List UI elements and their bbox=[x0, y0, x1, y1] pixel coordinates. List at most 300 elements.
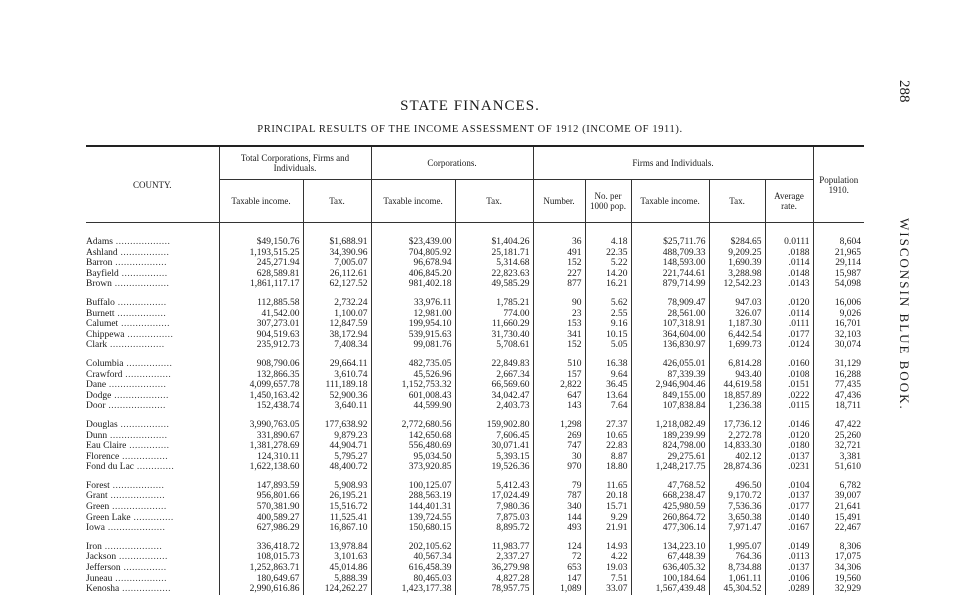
cell-county bbox=[86, 380, 219, 391]
cell-number: 1,089 bbox=[533, 584, 585, 595]
cell-per-1000: 5.05 bbox=[585, 340, 631, 351]
leader-dots: ................ bbox=[122, 369, 172, 380]
spacer-cell bbox=[631, 473, 709, 481]
cell-total-taxable-income: 152,438.74 bbox=[219, 401, 303, 412]
cell-total-tax: 7,005.07 bbox=[303, 258, 371, 269]
cell-number: 90 bbox=[533, 298, 585, 309]
cell-county bbox=[86, 340, 219, 351]
cell-total-tax: 13,978.84 bbox=[303, 542, 371, 553]
cell-per-1000: 14.20 bbox=[585, 269, 631, 280]
spacer-cell bbox=[371, 351, 455, 359]
cell-population: 30,074 bbox=[813, 340, 864, 351]
spacer-cell bbox=[765, 473, 813, 481]
cell-corp-tax: 11,660.29 bbox=[455, 319, 533, 330]
county-name: Jackson bbox=[86, 552, 117, 563]
cell-corp-taxable-income: 95,034.50 bbox=[371, 452, 455, 463]
group-gap-row bbox=[86, 534, 864, 542]
cell-county bbox=[86, 552, 219, 563]
cell-total-taxable-income: 147,893.59 bbox=[219, 481, 303, 492]
cell-firms-tax: 12,542.23 bbox=[709, 279, 765, 290]
spacer-cell bbox=[533, 351, 585, 359]
spacer-cell bbox=[631, 534, 709, 542]
cell-total-taxable-income: 180,649.67 bbox=[219, 574, 303, 585]
spacer-cell bbox=[219, 534, 303, 542]
cell-total-taxable-income: 1,252,863.71 bbox=[219, 563, 303, 574]
cell-per-1000: 22.83 bbox=[585, 441, 631, 452]
cell-firms-tax: 17,736.12 bbox=[709, 420, 765, 431]
cell-average-rate: .0108 bbox=[765, 370, 813, 381]
cell-total-taxable-income: 904,519.63 bbox=[219, 330, 303, 341]
table-row bbox=[86, 452, 864, 463]
spacer-cell bbox=[303, 412, 371, 420]
cell-firms-taxable-income: 636,405.32 bbox=[631, 563, 709, 574]
spacer-cell bbox=[455, 223, 533, 238]
cell-corp-taxable-income: 482,735.05 bbox=[371, 359, 455, 370]
spacer-cell bbox=[709, 351, 765, 359]
cell-corp-taxable-income: 144,401.31 bbox=[371, 502, 455, 513]
cell-firms-taxable-income: 477,306.14 bbox=[631, 523, 709, 534]
leader-dots: ................. bbox=[117, 247, 170, 258]
cell-firms-tax: 6,442.54 bbox=[709, 330, 765, 341]
cell-average-rate: .0177 bbox=[765, 330, 813, 341]
cell-per-1000: 10.65 bbox=[585, 431, 631, 442]
spacer-cell bbox=[585, 473, 631, 481]
leader-dots: .................... bbox=[101, 541, 163, 552]
county-name: Douglas bbox=[86, 419, 118, 430]
cell-total-taxable-income: 307,273.01 bbox=[219, 319, 303, 330]
spacer-cell bbox=[585, 351, 631, 359]
cell-corp-taxable-income: 556,480.69 bbox=[371, 441, 455, 452]
spacer-cell bbox=[533, 223, 585, 238]
county-name: Dunn bbox=[86, 430, 108, 441]
leader-dots: .............. bbox=[130, 512, 174, 523]
cell-population: 6,782 bbox=[813, 481, 864, 492]
county-name: Barron bbox=[86, 258, 113, 269]
cell-firms-tax: $284.65 bbox=[709, 237, 765, 248]
table-row bbox=[86, 523, 864, 534]
cell-firms-taxable-income: 29,275.61 bbox=[631, 452, 709, 463]
cell-corp-taxable-income: 150,680.15 bbox=[371, 523, 455, 534]
table-row bbox=[86, 563, 864, 574]
cell-county bbox=[86, 309, 219, 320]
cell-county bbox=[86, 481, 219, 492]
leader-dots: .................... bbox=[105, 401, 166, 412]
cell-number: 510 bbox=[533, 359, 585, 370]
cell-total-tax: 44,904.71 bbox=[303, 441, 371, 452]
spacer-cell bbox=[813, 473, 864, 481]
cell-number: 227 bbox=[533, 269, 585, 280]
group-gap-row bbox=[86, 351, 864, 359]
cell-corp-tax: 5,393.15 bbox=[455, 452, 533, 463]
table-row bbox=[86, 441, 864, 452]
cell-firms-tax: 326.07 bbox=[709, 309, 765, 320]
leader-dots: .............. bbox=[126, 441, 170, 452]
cell-per-1000: 4.22 bbox=[585, 552, 631, 563]
county-name: Iowa bbox=[86, 523, 105, 534]
cell-average-rate: .0137 bbox=[765, 563, 813, 574]
cell-corp-tax: 2,337.27 bbox=[455, 552, 533, 563]
cell-county bbox=[86, 502, 219, 513]
leader-dots: ................ bbox=[119, 451, 169, 462]
leader-dots: ................... bbox=[111, 390, 169, 401]
spacer-cell bbox=[219, 473, 303, 481]
cell-average-rate: .0177 bbox=[765, 502, 813, 513]
table-subtitle: PRINCIPAL RESULTS OF THE INCOME ASSESSMENT OF 1912 (INCOME OF 1911). bbox=[257, 124, 683, 135]
spacer-cell bbox=[371, 223, 455, 238]
cell-total-taxable-income: 2,990,616.86 bbox=[219, 584, 303, 595]
spacer-cell bbox=[631, 412, 709, 420]
cell-average-rate: .0188 bbox=[765, 248, 813, 259]
cell-corp-tax: 25,181.71 bbox=[455, 248, 533, 259]
cell-number: 341 bbox=[533, 330, 585, 341]
cell-county bbox=[86, 298, 219, 309]
cell-per-1000: 27.37 bbox=[585, 420, 631, 431]
cell-average-rate: .0114 bbox=[765, 309, 813, 320]
cell-firms-taxable-income: 488,709.33 bbox=[631, 248, 709, 259]
table-row bbox=[86, 258, 864, 269]
cell-corp-tax: 30,071.41 bbox=[455, 441, 533, 452]
spacer-cell bbox=[219, 290, 303, 298]
spacer-cell bbox=[303, 351, 371, 359]
cell-number: 72 bbox=[533, 552, 585, 563]
spacer-cell bbox=[813, 223, 864, 238]
cell-total-tax: 9,879.23 bbox=[303, 431, 371, 442]
cell-population: 15,987 bbox=[813, 269, 864, 280]
cell-firms-tax: 9,170.72 bbox=[709, 491, 765, 502]
header-corp-tax: Tax. bbox=[455, 180, 533, 223]
county-name: Forest bbox=[86, 480, 110, 491]
cell-firms-taxable-income: 221,744.61 bbox=[631, 269, 709, 280]
cell-population: 16,006 bbox=[813, 298, 864, 309]
cell-total-tax: $1,688.91 bbox=[303, 237, 371, 248]
cell-average-rate: .0137 bbox=[765, 491, 813, 502]
cell-firms-tax: 3,650.38 bbox=[709, 513, 765, 524]
cell-total-tax: 38,172.94 bbox=[303, 330, 371, 341]
header-total-taxable-income: Taxable income. bbox=[219, 180, 303, 223]
cell-corp-taxable-income: 539,915.63 bbox=[371, 330, 455, 341]
cell-corp-tax: 5,412.43 bbox=[455, 481, 533, 492]
spacer-cell bbox=[533, 534, 585, 542]
cell-corp-tax: 31,730.40 bbox=[455, 330, 533, 341]
header-total-tax: Tax. bbox=[303, 180, 371, 223]
cell-firms-tax: 8,734.88 bbox=[709, 563, 765, 574]
cell-population: 9,026 bbox=[813, 309, 864, 320]
county-name: Ashland bbox=[86, 247, 118, 258]
cell-per-1000: 19.03 bbox=[585, 563, 631, 574]
cell-average-rate: .0106 bbox=[765, 574, 813, 585]
table-row bbox=[86, 248, 864, 259]
spacer-cell bbox=[585, 412, 631, 420]
leader-dots: ................... bbox=[111, 279, 170, 290]
county-name: Clark bbox=[86, 340, 108, 351]
table-row bbox=[86, 462, 864, 473]
county-name: Door bbox=[86, 401, 106, 412]
cell-total-tax: 26,195.21 bbox=[303, 491, 371, 502]
cell-firms-tax: 496.50 bbox=[709, 481, 765, 492]
spacer-cell bbox=[371, 290, 455, 298]
cell-corp-tax: 49,585.29 bbox=[455, 279, 533, 290]
cell-number: 23 bbox=[533, 309, 585, 320]
cell-population: 15,491 bbox=[813, 513, 864, 524]
leader-dots: ................. bbox=[119, 584, 171, 595]
cell-total-taxable-income: 3,990,763.05 bbox=[219, 420, 303, 431]
cell-firms-taxable-income: 134,223.10 bbox=[631, 542, 709, 553]
county-name: Kenosha bbox=[86, 584, 120, 595]
cell-firms-tax: 45,304.52 bbox=[709, 584, 765, 595]
cell-number: 79 bbox=[533, 481, 585, 492]
cell-corp-taxable-income: 44,599.90 bbox=[371, 401, 455, 412]
cell-total-tax: 7,408.34 bbox=[303, 340, 371, 351]
cell-corp-tax: 11,983.77 bbox=[455, 542, 533, 553]
cell-corp-tax: $1,404.26 bbox=[455, 237, 533, 248]
cell-corp-tax: 19,526.36 bbox=[455, 462, 533, 473]
county-name: Bayfield bbox=[86, 268, 119, 279]
cell-county bbox=[86, 319, 219, 330]
cell-firms-taxable-income: 28,561.00 bbox=[631, 309, 709, 320]
cell-firms-taxable-income: 189,239.99 bbox=[631, 431, 709, 442]
spacer-cell bbox=[86, 534, 219, 542]
cell-firms-taxable-income: 668,238.47 bbox=[631, 491, 709, 502]
county-name: Juneau bbox=[86, 573, 113, 584]
county-name: Crawford bbox=[86, 369, 123, 380]
cell-average-rate: .0151 bbox=[765, 380, 813, 391]
leader-dots: ................... bbox=[109, 502, 167, 513]
cell-firms-taxable-income: 824,798.00 bbox=[631, 441, 709, 452]
cell-number: 491 bbox=[533, 248, 585, 259]
spacer-cell bbox=[709, 223, 765, 238]
county-name: Buffalo bbox=[86, 297, 115, 308]
cell-corp-taxable-income: 99,081.76 bbox=[371, 340, 455, 351]
cell-number: 269 bbox=[533, 431, 585, 442]
header-per-1000: No. per 1000 pop. bbox=[585, 180, 631, 223]
spacer-cell bbox=[813, 290, 864, 298]
spacer-cell bbox=[86, 412, 219, 420]
cell-firms-tax: 1,995.07 bbox=[709, 542, 765, 553]
cell-total-tax: 3,101.63 bbox=[303, 552, 371, 563]
county-name: Florence bbox=[86, 451, 120, 462]
running-title: WISCONSIN BLUE BOOK. bbox=[897, 218, 912, 411]
cell-corp-taxable-income: 100,125.07 bbox=[371, 481, 455, 492]
cell-county bbox=[86, 574, 219, 585]
cell-firms-taxable-income: 78,909.47 bbox=[631, 298, 709, 309]
cell-number: 2,822 bbox=[533, 380, 585, 391]
table-body bbox=[86, 223, 864, 595]
cell-population: 34,306 bbox=[813, 563, 864, 574]
cell-firms-tax: 1,236.38 bbox=[709, 401, 765, 412]
spacer-cell bbox=[765, 223, 813, 238]
cell-county bbox=[86, 391, 219, 402]
cell-per-1000: 18.80 bbox=[585, 462, 631, 473]
cell-average-rate: .0167 bbox=[765, 523, 813, 534]
cell-county bbox=[86, 420, 219, 431]
cell-total-tax: 5,888.39 bbox=[303, 574, 371, 585]
cell-corp-taxable-income: 45,526.96 bbox=[371, 370, 455, 381]
cell-population: 54,098 bbox=[813, 279, 864, 290]
cell-corp-tax: 1,785.21 bbox=[455, 298, 533, 309]
cell-firms-tax: 7,536.36 bbox=[709, 502, 765, 513]
cell-population: 51,610 bbox=[813, 462, 864, 473]
table-row bbox=[86, 380, 864, 391]
cell-corp-taxable-income: 202,105.62 bbox=[371, 542, 455, 553]
cell-county bbox=[86, 431, 219, 442]
cell-county bbox=[86, 523, 219, 534]
cell-population: 32,103 bbox=[813, 330, 864, 341]
cell-per-1000: 4.18 bbox=[585, 237, 631, 248]
leader-dots: ................ bbox=[123, 358, 173, 369]
table-row bbox=[86, 359, 864, 370]
cell-county bbox=[86, 269, 219, 280]
cell-per-1000: 9.29 bbox=[585, 513, 631, 524]
cell-firms-tax: 1,690.39 bbox=[709, 258, 765, 269]
cell-number: 152 bbox=[533, 258, 585, 269]
cell-total-taxable-income: 331,890.67 bbox=[219, 431, 303, 442]
cell-total-tax: 11,525.41 bbox=[303, 513, 371, 524]
cell-corp-tax: 36,279.98 bbox=[455, 563, 533, 574]
spacer-cell bbox=[219, 351, 303, 359]
cell-county bbox=[86, 491, 219, 502]
cell-total-taxable-income: $49,150.76 bbox=[219, 237, 303, 248]
table-row bbox=[86, 298, 864, 309]
table-row bbox=[86, 309, 864, 320]
table-row bbox=[86, 491, 864, 502]
cell-corp-taxable-income: 80,465.03 bbox=[371, 574, 455, 585]
cell-firms-tax: 1,699.73 bbox=[709, 340, 765, 351]
header-corp-taxable-income: Taxable income. bbox=[371, 180, 455, 223]
cell-number: 157 bbox=[533, 370, 585, 381]
cell-corp-taxable-income: 616,458.39 bbox=[371, 563, 455, 574]
cell-total-taxable-income: 956,801.66 bbox=[219, 491, 303, 502]
cell-average-rate: .0148 bbox=[765, 269, 813, 280]
spacer-cell bbox=[219, 412, 303, 420]
cell-firms-taxable-income: 107,838.84 bbox=[631, 401, 709, 412]
cell-number: 143 bbox=[533, 401, 585, 412]
county-name: Dane bbox=[86, 380, 107, 391]
cell-total-taxable-income: 1,622,138.60 bbox=[219, 462, 303, 473]
cell-average-rate: .0124 bbox=[765, 340, 813, 351]
cell-firms-taxable-income: 260,864.72 bbox=[631, 513, 709, 524]
cell-firms-taxable-income: 425,980.59 bbox=[631, 502, 709, 513]
cell-county bbox=[86, 258, 219, 269]
spacer-cell bbox=[585, 534, 631, 542]
cell-number: 647 bbox=[533, 391, 585, 402]
cell-per-1000: 7.64 bbox=[585, 401, 631, 412]
county-name: Calumet bbox=[86, 319, 119, 330]
table-row bbox=[86, 340, 864, 351]
cell-total-taxable-income: 908,790.06 bbox=[219, 359, 303, 370]
group-gap-row bbox=[86, 473, 864, 481]
cell-firms-tax: 3,288.98 bbox=[709, 269, 765, 280]
cell-average-rate: .0289 bbox=[765, 584, 813, 595]
cell-number: 124 bbox=[533, 542, 585, 553]
cell-corp-taxable-income: 1,423,177.38 bbox=[371, 584, 455, 595]
cell-firms-tax: 28,874.36 bbox=[709, 462, 765, 473]
cell-population: 3,381 bbox=[813, 452, 864, 463]
county-name: Adams bbox=[86, 237, 113, 247]
table-row bbox=[86, 269, 864, 280]
cell-corp-taxable-income: 142,650.68 bbox=[371, 431, 455, 442]
cell-county bbox=[86, 330, 219, 341]
cell-average-rate: .0143 bbox=[765, 279, 813, 290]
spacer-cell bbox=[455, 290, 533, 298]
cell-average-rate: .0113 bbox=[765, 552, 813, 563]
cell-corp-tax: 7,606.45 bbox=[455, 431, 533, 442]
cell-per-1000: 9.16 bbox=[585, 319, 631, 330]
leader-dots: ................ bbox=[124, 329, 174, 340]
spacer-cell bbox=[371, 473, 455, 481]
cell-number: 787 bbox=[533, 491, 585, 502]
cell-total-tax: 29,664.11 bbox=[303, 359, 371, 370]
leader-dots: ................. bbox=[116, 552, 168, 563]
county-name: Green bbox=[86, 502, 110, 513]
cell-county bbox=[86, 563, 219, 574]
table-row bbox=[86, 584, 864, 595]
county-name: Columbia bbox=[86, 358, 124, 369]
cell-per-1000: 16.21 bbox=[585, 279, 631, 290]
spacer-cell bbox=[455, 351, 533, 359]
leader-dots: ................. bbox=[117, 419, 170, 430]
cell-firms-tax: 9,209.25 bbox=[709, 248, 765, 259]
cell-per-1000: 8.87 bbox=[585, 452, 631, 463]
cell-total-tax: 3,610.74 bbox=[303, 370, 371, 381]
cell-county bbox=[86, 359, 219, 370]
cell-per-1000: 36.45 bbox=[585, 380, 631, 391]
cell-firms-tax: 2,272.78 bbox=[709, 431, 765, 442]
spacer-cell bbox=[765, 351, 813, 359]
cell-corp-tax: 22,823.63 bbox=[455, 269, 533, 280]
cell-corp-tax: 4,827.28 bbox=[455, 574, 533, 585]
cell-county bbox=[86, 401, 219, 412]
cell-population: 47,436 bbox=[813, 391, 864, 402]
cell-total-tax: 52,900.36 bbox=[303, 391, 371, 402]
cell-average-rate: .0146 bbox=[765, 420, 813, 431]
cell-total-tax: 5,908.93 bbox=[303, 481, 371, 492]
leader-dots: ................... bbox=[107, 491, 166, 502]
group-gap-row bbox=[86, 412, 864, 420]
cell-total-tax: 12,847.59 bbox=[303, 319, 371, 330]
cell-total-tax: 26,112.61 bbox=[303, 269, 371, 280]
leader-dots: .................. bbox=[112, 573, 168, 584]
cell-number: 747 bbox=[533, 441, 585, 452]
cell-corp-taxable-income: 96,678.94 bbox=[371, 258, 455, 269]
cell-corp-tax: 17,024.49 bbox=[455, 491, 533, 502]
cell-total-tax: 15,516.72 bbox=[303, 502, 371, 513]
spacer-cell bbox=[86, 223, 219, 238]
cell-population: 18,711 bbox=[813, 401, 864, 412]
table-row bbox=[86, 502, 864, 513]
cell-corp-tax: 8,895.72 bbox=[455, 523, 533, 534]
leader-dots: ................. bbox=[118, 319, 170, 330]
cell-population: 32,721 bbox=[813, 441, 864, 452]
cell-number: 877 bbox=[533, 279, 585, 290]
spacer-cell bbox=[86, 473, 219, 481]
cell-average-rate: .0114 bbox=[765, 258, 813, 269]
cell-total-taxable-income: 570,381.90 bbox=[219, 502, 303, 513]
cell-total-tax: 2,732.24 bbox=[303, 298, 371, 309]
cell-corp-taxable-income: 288,563.19 bbox=[371, 491, 455, 502]
cell-total-taxable-income: 1,193,515.25 bbox=[219, 248, 303, 259]
spacer-cell bbox=[765, 290, 813, 298]
cell-firms-tax: 1,061.11 bbox=[709, 574, 765, 585]
cell-per-1000: 9.64 bbox=[585, 370, 631, 381]
table-row bbox=[86, 401, 864, 412]
cell-total-tax: 1,100.07 bbox=[303, 309, 371, 320]
cell-total-tax: 48,400.72 bbox=[303, 462, 371, 473]
cell-total-taxable-income: 112,885.58 bbox=[219, 298, 303, 309]
county-name: Iron bbox=[86, 541, 102, 552]
cell-number: 970 bbox=[533, 462, 585, 473]
spacer-cell bbox=[455, 473, 533, 481]
table-row bbox=[86, 420, 864, 431]
